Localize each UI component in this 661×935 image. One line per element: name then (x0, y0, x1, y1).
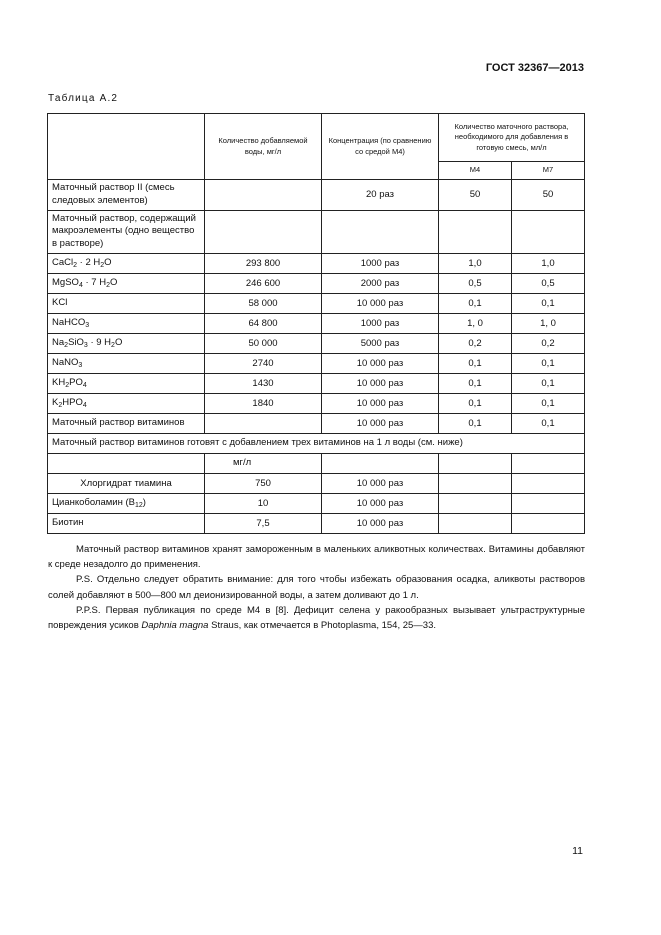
document-header: ГОСТ 32367—2013 (485, 62, 584, 74)
amount-cell (205, 180, 322, 211)
m4-cell: 1,0 (439, 254, 512, 274)
amount-cell: 1840 (205, 394, 322, 414)
m7-cell: 0,5 (512, 274, 585, 294)
concentration-cell: 10 000 раз (322, 374, 439, 394)
amount-cell: 2740 (205, 354, 322, 374)
empty-cell (322, 454, 439, 474)
note-paragraph: Маточный раствор витаминов хранят замороженным в маленьких аликвотных количествах. Витамины добавляют к среде незадолго до применения. (48, 544, 585, 571)
header-col-substance (48, 114, 205, 180)
m4-cell: 0,1 (439, 394, 512, 414)
table-row (48, 180, 585, 211)
table-row (48, 414, 585, 434)
m7-cell: 0,1 (512, 374, 585, 394)
m4-cell: 0,1 (439, 294, 512, 314)
concentration-cell: 10 000 раз (322, 414, 439, 434)
empty-cell (512, 494, 585, 514)
substance-cell: KCl (48, 294, 205, 314)
concentration-cell: 10 000 раз (322, 354, 439, 374)
empty-cell (439, 514, 512, 534)
concentration-cell: 10 000 раз (322, 394, 439, 414)
substance-cell: Маточный раствор II (смесь следовых элементов) (48, 180, 205, 211)
concentration-cell: 1000 раз (322, 314, 439, 334)
empty-cell (439, 494, 512, 514)
amount-cell: 7,5 (205, 514, 322, 534)
m4-cell: 0,2 (439, 334, 512, 354)
table-row (48, 294, 585, 314)
m7-cell: 0,2 (512, 334, 585, 354)
m4-cell: 50 (439, 180, 512, 211)
substance-cell: NaNO$_3$ (48, 354, 205, 374)
data-table (47, 113, 585, 534)
concentration-cell: 20 раз (322, 180, 439, 211)
concentration-cell: 10 000 раз (322, 514, 439, 534)
amount-cell: 1430 (205, 374, 322, 394)
m7-cell: 50 (512, 180, 585, 211)
concentration-cell (322, 210, 439, 253)
table-row (48, 474, 585, 494)
vitamin-note-cell: Маточный раствор витаминов готовят с добавлением трех витаминов на 1 л воды (см. ниже) (48, 434, 585, 454)
substance-cell: Маточный раствор, содержащий макроэлементы (одно вещество в растворе) (48, 210, 205, 253)
amount-cell (205, 414, 322, 434)
note-paragraph: P.P.S. Первая публикация по среде М4 в [8]. Дефицит селена у ракообразных вызывает ультраструктурные повреждения усиков Daphnia magna Straus, как отмечается в Photoplasma, 154, 25—33. (48, 604, 585, 631)
empty-cell (512, 474, 585, 494)
m4-cell: 0,1 (439, 374, 512, 394)
table-row (48, 454, 585, 474)
empty-cell (439, 474, 512, 494)
table-row (48, 334, 585, 354)
amount-cell: 750 (205, 474, 322, 494)
concentration-cell: 10 000 раз (322, 294, 439, 314)
header-col-amount: Количество добавляемой воды, мг/л (205, 114, 322, 180)
empty-cell (512, 514, 585, 534)
m7-cell: 0,1 (512, 354, 585, 374)
m7-cell: 1,0 (512, 254, 585, 274)
empty-cell (48, 454, 205, 474)
species-name: Daphnia magna (141, 619, 209, 631)
amount-cell: 50 000 (205, 334, 322, 354)
table-row (48, 210, 585, 253)
amount-cell: 58 000 (205, 294, 322, 314)
empty-cell (439, 454, 512, 474)
amount-cell: 10 (205, 494, 322, 514)
table-row (48, 394, 585, 414)
table-row (48, 274, 585, 294)
m4-cell: 0,5 (439, 274, 512, 294)
substance-cell: Хлоргидрат тиамина (48, 474, 205, 494)
substance-cell: $K_2HPO_4$ (48, 394, 205, 414)
table-row-span (48, 434, 585, 454)
substance-cell: CaCl$_2$ · 2 $H_2O$ (48, 254, 205, 274)
notes-section (48, 542, 585, 633)
substance-cell: Биотин (48, 514, 205, 534)
substance-cell: $Na_2SiO_3 \cdot 9$ $H_2O$ (48, 334, 205, 354)
substance-cell: $KH_2PO_4$ (48, 374, 205, 394)
header-col-m7: М7 (512, 162, 585, 180)
table-row (48, 494, 585, 514)
amount-cell: 246 600 (205, 274, 322, 294)
m7-cell (512, 210, 585, 253)
header-col-concentration: Концентрация (по сравнению со средой М4) (322, 114, 439, 180)
substance-cell: MgSO$_4$ · 7 $H_2O$ (48, 274, 205, 294)
m4-cell: 0,1 (439, 354, 512, 374)
m7-cell: 1, 0 (512, 314, 585, 334)
table-row (48, 314, 585, 334)
note-paragraph: P.S. Отдельно следует обратить внимание: для того чтобы избежать образования осадка, аликвоты растворов солей добавляют в 500—800 мл деионизированной воды, а затем доливают до 1 л. (48, 574, 585, 601)
m7-cell: 0,1 (512, 394, 585, 414)
header-col-volume: Количество маточного раствора, необходимого для добавления в готовую смесь, мл/л (439, 114, 585, 162)
m7-cell: 0,1 (512, 414, 585, 434)
concentration-cell: 10 000 раз (322, 494, 439, 514)
amount-cell: 64 800 (205, 314, 322, 334)
concentration-cell: 2000 раз (322, 274, 439, 294)
amount-cell (205, 210, 322, 253)
m4-cell: 1, 0 (439, 314, 512, 334)
substance-cell: NaHCO$_3$ (48, 314, 205, 334)
table-row (48, 254, 585, 274)
unit-cell: мг/л (205, 454, 322, 474)
table-caption: Таблица А.2 (48, 93, 119, 104)
concentration-cell: 5000 раз (322, 334, 439, 354)
m7-cell: 0,1 (512, 294, 585, 314)
table-row (48, 354, 585, 374)
substance-cell: Маточный раствор витаминов (48, 414, 205, 434)
header-col-m4: М4 (439, 162, 512, 180)
concentration-cell: 1000 раз (322, 254, 439, 274)
amount-cell: 293 800 (205, 254, 322, 274)
concentration-cell: 10 000 раз (322, 474, 439, 494)
m4-cell: 0,1 (439, 414, 512, 434)
page-number: 11 (572, 845, 583, 857)
table-row (48, 374, 585, 394)
header-row (48, 114, 585, 162)
substance-cell: Цианкоболамин $(B_{12})$ (48, 494, 205, 514)
table-row (48, 514, 585, 534)
empty-cell (512, 454, 585, 474)
m4-cell (439, 210, 512, 253)
